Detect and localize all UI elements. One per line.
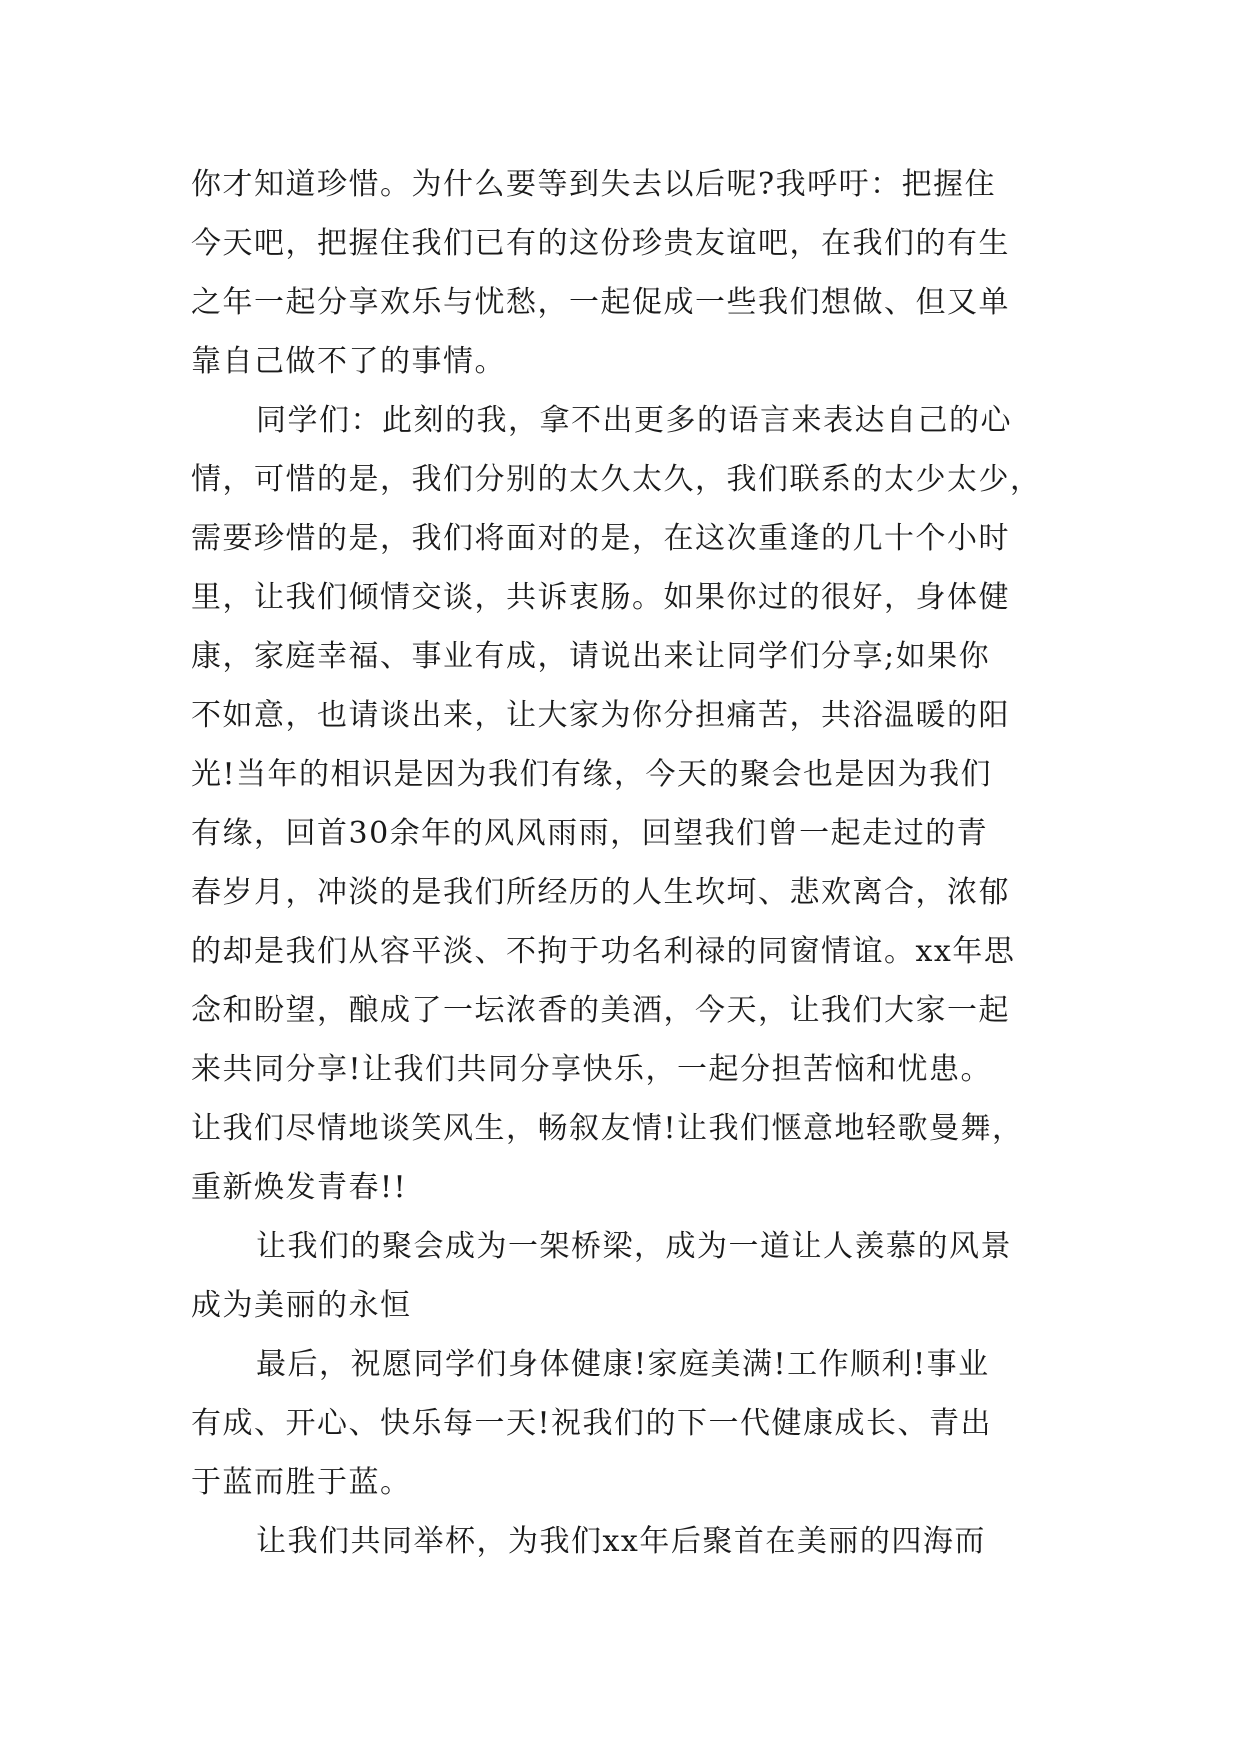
text-line: 春岁月，冲淡的是我们所经历的人生坎坷、悲欢离合，浓郁 <box>191 875 1010 910</box>
text-line: 需要珍惜的是，我们将面对的是，在这次重逢的几十个小时 <box>191 521 1010 556</box>
text-line: 重新焕发青春!! <box>191 1170 408 1205</box>
paragraph-start-line: 让我们的聚会成为一架桥梁，成为一道让人羡慕的风景 <box>256 1229 1012 1264</box>
text-line: 念和盼望，酿成了一坛浓香的美酒，今天，让我们大家一起 <box>191 993 1010 1028</box>
text-line: 成为美丽的永恒 <box>191 1288 412 1323</box>
paragraph-start-line: 让我们共同举杯，为我们xx年后聚首在美丽的四海而 <box>256 1524 986 1559</box>
text-line: 的却是我们从容平淡、不拘于功名利禄的同窗情谊。xx年思 <box>191 934 1016 969</box>
text-line: 有成、开心、快乐每一天!祝我们的下一代健康成长、青出 <box>191 1406 993 1441</box>
text-line: 里，让我们倾情交谈，共诉衷肠。如果你过的很好，身体健 <box>191 580 1010 615</box>
text-line: 情，可惜的是，我们分别的太久太久，我们联系的太少太少， <box>191 462 1042 497</box>
text-line: 光!当年的相识是因为我们有缘，今天的聚会也是因为我们 <box>191 757 993 792</box>
paragraph-start-line: 同学们：此刻的我，拿不出更多的语言来表达自己的心 <box>256 403 1012 438</box>
text-line: 康，家庭幸福、事业有成，请说出来让同学们分享;如果你 <box>191 639 991 674</box>
text-line: 靠自己做不了的事情。 <box>191 344 506 379</box>
paragraph-start-line: 最后，祝愿同学们身体健康!家庭美满!工作顺利!事业 <box>256 1347 990 1382</box>
text-line: 来共同分享!让我们共同分享快乐，一起分担苦恼和忧患。 <box>191 1052 993 1087</box>
text-line: 让我们尽情地谈笑风生，畅叙友情!让我们惬意地轻歌曼舞， <box>191 1111 1024 1146</box>
text-line: 不如意，也请谈出来，让大家为你分担痛苦，共浴温暖的阳 <box>191 698 1010 733</box>
text-line: 之年一起分享欢乐与忧愁，一起促成一些我们想做、但又单 <box>191 285 1010 320</box>
text-line: 于蓝而胜于蓝。 <box>191 1465 412 1500</box>
text-line: 你才知道珍惜。为什么要等到失去以后呢?我呼吁：把握住 <box>191 167 997 202</box>
text-line: 有缘，回首30余年的风风雨雨，回望我们曾一起走过的青 <box>191 816 989 851</box>
text-line: 今天吧，把握住我们已有的这份珍贵友谊吧，在我们的有生 <box>191 226 1010 261</box>
body-text <box>191 155 1061 1571</box>
